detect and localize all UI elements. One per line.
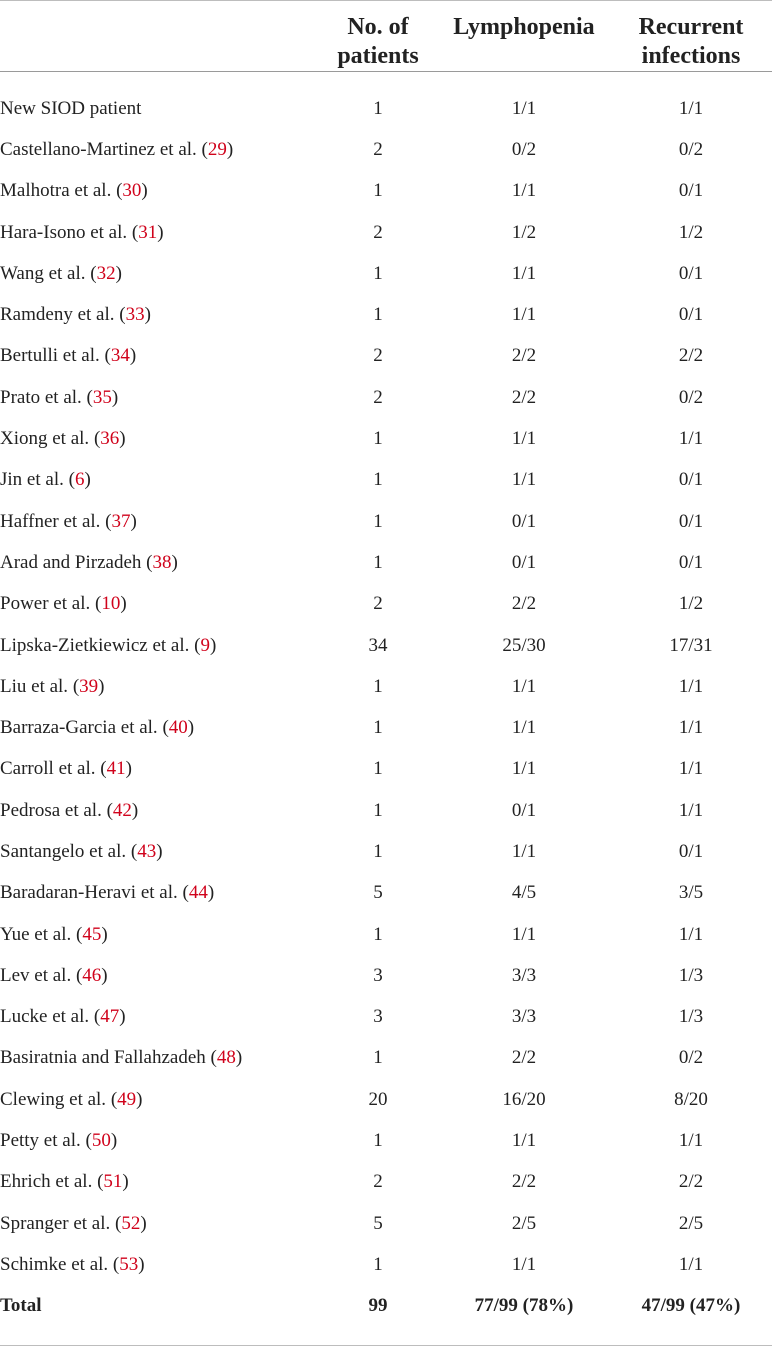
infections-cell: 0/2 xyxy=(678,1047,704,1069)
header-lymphopenia xyxy=(438,0,610,72)
study-cell: Hara-Isono et al. (31) xyxy=(0,221,164,243)
total-study-cell: Total xyxy=(0,1295,42,1317)
infections-cell: 1/3 xyxy=(678,1006,704,1028)
reference-link[interactable]: 35 xyxy=(92,386,112,408)
study-name: Clewing et al. xyxy=(0,1088,107,1110)
header-patients xyxy=(318,0,438,72)
study-name: Ehrich et al. xyxy=(0,1171,93,1193)
reference-link[interactable]: 42 xyxy=(112,799,132,821)
lymphopenia-cell: 2/2 xyxy=(511,593,537,615)
study-name: Arad and Pirzadeh xyxy=(0,551,142,573)
patients-cell: 1 xyxy=(373,304,383,326)
patients-cell: 1 xyxy=(373,1130,383,1152)
total-infections-cell: 47/99 (47%) xyxy=(641,1295,741,1317)
lymphopenia-cell: 4/5 xyxy=(511,882,537,904)
table-row xyxy=(0,171,772,212)
table-row xyxy=(0,88,772,129)
lymphopenia-cell: 1/1 xyxy=(511,923,537,945)
table-row xyxy=(0,997,772,1038)
infections-cell: 2/2 xyxy=(678,1171,704,1193)
table-row xyxy=(0,914,772,955)
study-cell: Ramdeny et al. (33) xyxy=(0,304,151,326)
patients-cell: 1 xyxy=(373,469,383,491)
study-cell: Lipska-Zietkiewicz et al. (9) xyxy=(0,634,217,656)
study-name: Lucke et al. xyxy=(0,1006,90,1028)
lymphopenia-cell: 16/20 xyxy=(502,1088,546,1110)
study-name: Ramdeny et al. xyxy=(0,304,115,326)
lymphopenia-cell: 1/1 xyxy=(511,97,537,119)
reference-link[interactable]: 10 xyxy=(101,593,121,615)
lymphopenia-cell: 0/1 xyxy=(511,510,537,532)
study-name: Basiratnia and Fallahzadeh xyxy=(0,1047,206,1069)
lymphopenia-cell: 1/1 xyxy=(511,1253,537,1275)
study-name: Barraza-Garcia et al. xyxy=(0,717,158,739)
reference-link[interactable]: 31 xyxy=(138,221,158,243)
table-row xyxy=(0,542,772,583)
header-infections xyxy=(610,0,772,72)
patients-cell: 1 xyxy=(373,551,383,573)
study-cell: Carroll et al. (41) xyxy=(0,758,132,780)
study-cell: Lev et al. (46) xyxy=(0,964,108,986)
header-patients-line2: patients xyxy=(337,43,419,69)
table-row xyxy=(0,955,772,996)
study-cell: Basiratnia and Fallahzadeh (48) xyxy=(0,1047,243,1069)
study-cell: Castellano-Martinez et al. (29) xyxy=(0,138,234,160)
study-cell: Malhotra et al. (30) xyxy=(0,180,148,202)
reference-link[interactable]: 48 xyxy=(216,1047,236,1069)
study-cell: Barraza-Garcia et al. (40) xyxy=(0,717,195,739)
reference-link[interactable]: 39 xyxy=(79,675,99,697)
reference-link[interactable]: 9 xyxy=(200,634,210,656)
lymphopenia-cell: 2/2 xyxy=(511,386,537,408)
patients-cell: 2 xyxy=(373,138,383,160)
table-row xyxy=(0,460,772,501)
patients-cell: 2 xyxy=(373,593,383,615)
lymphopenia-cell: 3/3 xyxy=(511,1006,537,1028)
reference-link[interactable]: 47 xyxy=(100,1006,120,1028)
study-name: Lev et al. xyxy=(0,964,72,986)
infections-cell: 1/1 xyxy=(678,1130,704,1152)
study-cell: Haffner et al. (37) xyxy=(0,510,137,532)
patients-cell: 1 xyxy=(373,1253,383,1275)
header-lymphopenia-line1: Lymphopenia xyxy=(453,14,595,40)
table-row xyxy=(0,749,772,790)
reference-link[interactable]: 44 xyxy=(188,882,208,904)
study-cell: Pedrosa et al. (42) xyxy=(0,799,139,821)
header-rule xyxy=(0,72,772,89)
study-cell: Bertulli et al. (34) xyxy=(0,345,137,367)
infections-cell: 8/20 xyxy=(674,1088,708,1110)
table-row xyxy=(0,625,772,666)
study-name: Castellano-Martinez et al. xyxy=(0,138,197,160)
lymphopenia-cell: 1/1 xyxy=(511,840,537,862)
infections-cell: 0/1 xyxy=(678,469,704,491)
lymphopenia-cell: 2/2 xyxy=(511,1047,537,1069)
total-row xyxy=(0,1286,772,1327)
study-cell: Prato et al. (35) xyxy=(0,386,119,408)
patients-cell: 1 xyxy=(373,923,383,945)
infections-cell: 1/2 xyxy=(678,593,704,615)
lymphopenia-cell: 1/1 xyxy=(511,469,537,491)
patients-cell: 5 xyxy=(373,1212,383,1234)
patients-cell: 2 xyxy=(373,1171,383,1193)
table-row xyxy=(0,1244,772,1285)
study-name: Prato et al. xyxy=(0,386,82,408)
study-name: Lipska-Zietkiewicz et al. xyxy=(0,634,190,656)
lymphopenia-cell: 1/1 xyxy=(511,180,537,202)
reference-link[interactable]: 53 xyxy=(119,1253,139,1275)
patients-cell: 1 xyxy=(373,675,383,697)
table-header xyxy=(0,0,772,88)
study-name: Bertulli et al. xyxy=(0,345,100,367)
reference-link[interactable]: 38 xyxy=(152,551,172,573)
patients-cell: 5 xyxy=(373,882,383,904)
reference-link[interactable]: 40 xyxy=(168,717,188,739)
table-row xyxy=(0,129,772,170)
lymphopenia-cell: 2/2 xyxy=(511,1171,537,1193)
study-cell: Wang et al. (32) xyxy=(0,262,122,284)
header-study xyxy=(0,0,318,72)
table-row xyxy=(0,336,772,377)
study-name: Xiong et al. xyxy=(0,428,90,450)
lymphopenia-cell: 1/1 xyxy=(511,758,537,780)
reference-link[interactable]: 50 xyxy=(91,1130,111,1152)
infections-cell: 1/1 xyxy=(678,675,704,697)
study-cell: Power et al. (10) xyxy=(0,593,127,615)
study-cell: Jin et al. (6) xyxy=(0,469,91,491)
study-name: Yue et al. xyxy=(0,923,72,945)
reference-link[interactable]: 51 xyxy=(103,1171,123,1193)
lymphopenia-cell: 1/1 xyxy=(511,262,537,284)
reference-link[interactable]: 33 xyxy=(125,304,145,326)
table-body xyxy=(0,88,772,1327)
lymphopenia-cell: 2/2 xyxy=(511,345,537,367)
header-infections-line1: Recurrent xyxy=(638,14,744,40)
table-row xyxy=(0,1120,772,1161)
lymphopenia-cell: 2/5 xyxy=(511,1212,537,1234)
patients-cell: 3 xyxy=(373,964,383,986)
table-bottom-rule xyxy=(0,1345,772,1346)
infections-cell: 0/1 xyxy=(678,304,704,326)
study-name: Power et al. xyxy=(0,593,91,615)
table-row xyxy=(0,666,772,707)
lymphopenia-cell: 1/1 xyxy=(511,428,537,450)
patients-cell: 34 xyxy=(368,634,388,656)
study-cell xyxy=(0,88,318,129)
lymphopenia-cell: 0/2 xyxy=(511,138,537,160)
study-cell: Arad and Pirzadeh (38) xyxy=(0,551,178,573)
infections-cell: 0/1 xyxy=(678,262,704,284)
study-name: Jin et al. xyxy=(0,469,64,491)
table-row xyxy=(0,1079,772,1120)
table-row xyxy=(0,707,772,748)
table-row xyxy=(0,294,772,335)
study-cell: Baradaran-Heravi et al. (44) xyxy=(0,882,215,904)
infections-cell: 0/1 xyxy=(678,840,704,862)
lymphopenia-cell: 0/1 xyxy=(511,551,537,573)
study-name: Liu et al. xyxy=(0,675,69,697)
lymphopenia-cell: 1/1 xyxy=(511,304,537,326)
study-name: Pedrosa et al. xyxy=(0,799,102,821)
reference-link[interactable]: 46 xyxy=(82,964,102,986)
header-infections-line2: infections xyxy=(641,43,741,69)
infections-cell: 1/1 xyxy=(678,758,704,780)
infections-cell: 17/31 xyxy=(669,634,713,656)
total-patients-cell: 99 xyxy=(368,1295,388,1317)
patients-cell: 3 xyxy=(373,1006,383,1028)
table-row xyxy=(0,1038,772,1079)
table-row xyxy=(0,418,772,459)
lymphopenia-cell: 0/1 xyxy=(511,799,537,821)
infections-cell: 0/2 xyxy=(678,386,704,408)
study-cell: Xiong et al. (36) xyxy=(0,428,126,450)
patients-cell: 1 xyxy=(373,510,383,532)
reference-link[interactable]: 43 xyxy=(137,840,157,862)
patients-cell: 1 xyxy=(373,799,383,821)
reference-link[interactable]: 52 xyxy=(121,1212,141,1234)
reference-link[interactable]: 32 xyxy=(96,262,116,284)
lymphopenia-cell: 25/30 xyxy=(502,634,546,656)
study-name: Hara-Isono et al. xyxy=(0,221,128,243)
reference-link[interactable]: 34 xyxy=(110,345,130,367)
study-name: Baradaran-Heravi et al. xyxy=(0,882,178,904)
reference-link[interactable]: 49 xyxy=(117,1088,137,1110)
lymphopenia-cell: 1/1 xyxy=(511,717,537,739)
header-patients-line1: No. of xyxy=(347,14,409,40)
infections-cell: 1/1 xyxy=(678,799,704,821)
infections-cell: 1/3 xyxy=(678,964,704,986)
study-cell: Yue et al. (45) xyxy=(0,923,108,945)
reference-link[interactable]: 41 xyxy=(106,758,126,780)
table-row xyxy=(0,1203,772,1244)
table-row xyxy=(0,1162,772,1203)
study-name: Schimke et al. xyxy=(0,1253,109,1275)
study-name: Malhotra et al. xyxy=(0,180,112,202)
table-row xyxy=(0,831,772,872)
patients-cell: 20 xyxy=(368,1088,388,1110)
lymphopenia-cell: 1/2 xyxy=(511,221,537,243)
reference-link[interactable]: 36 xyxy=(100,428,120,450)
infections-cell: 1/1 xyxy=(678,97,704,119)
study-name: Haffner et al. xyxy=(0,510,101,532)
study-cell: Spranger et al. (52) xyxy=(0,1212,147,1234)
table-row xyxy=(0,790,772,831)
patients-cell: 1 xyxy=(373,758,383,780)
infections-cell: 2/2 xyxy=(678,345,704,367)
infections-cell: 0/1 xyxy=(678,510,704,532)
patients-cell: 1 xyxy=(373,1047,383,1069)
study-name: Wang et al. xyxy=(0,262,86,284)
infections-cell: 1/1 xyxy=(678,923,704,945)
table-row xyxy=(0,212,772,253)
study-cell: Petty et al. (50) xyxy=(0,1130,118,1152)
patients-cell: 2 xyxy=(373,345,383,367)
table-row xyxy=(0,253,772,294)
patients-cell: 2 xyxy=(373,221,383,243)
infections-cell: 3/5 xyxy=(678,882,704,904)
total-lymphopenia-cell: 77/99 (78%) xyxy=(474,1295,574,1317)
table-row xyxy=(0,501,772,542)
study-name: New SIOD patient xyxy=(0,97,142,119)
infections-cell: 1/1 xyxy=(678,428,704,450)
patients-cell: 1 xyxy=(373,840,383,862)
infections-cell: 1/2 xyxy=(678,221,704,243)
lymphopenia-cell: 1/1 xyxy=(511,1130,537,1152)
table-row xyxy=(0,873,772,914)
lymphopenia-cell: 1/1 xyxy=(511,675,537,697)
study-name: Spranger et al. xyxy=(0,1212,111,1234)
patients-cell: 1 xyxy=(373,262,383,284)
reference-link[interactable]: 37 xyxy=(111,510,131,532)
infections-cell: 0/2 xyxy=(678,138,704,160)
lymphopenia-cell: 3/3 xyxy=(511,964,537,986)
reference-link[interactable]: 45 xyxy=(82,923,102,945)
patients-cell: 1 xyxy=(373,180,383,202)
study-cell: Ehrich et al. (51) xyxy=(0,1171,129,1193)
infections-cell: 0/1 xyxy=(678,551,704,573)
study-cell: Santangelo et al. (43) xyxy=(0,840,163,862)
reference-link[interactable]: 29 xyxy=(207,138,227,160)
infections-cell: 1/1 xyxy=(678,717,704,739)
study-cell: Liu et al. (39) xyxy=(0,675,105,697)
infections-cell: 2/5 xyxy=(678,1212,704,1234)
table-row xyxy=(0,584,772,625)
study-name: Santangelo et al. xyxy=(0,840,127,862)
patients-cell: 1 xyxy=(373,97,383,119)
reference-link[interactable]: 30 xyxy=(122,180,142,202)
study-cell: Clewing et al. (49) xyxy=(0,1088,143,1110)
patients-cell: 1 xyxy=(373,717,383,739)
patients-cell: 2 xyxy=(373,386,383,408)
patients-cell: 1 xyxy=(373,428,383,450)
study-name: Carroll et al. xyxy=(0,758,96,780)
study-cell: Lucke et al. (47) xyxy=(0,1006,126,1028)
study-cell: Schimke et al. (53) xyxy=(0,1253,145,1275)
reference-link[interactable]: 6 xyxy=(74,469,85,491)
table-row xyxy=(0,377,772,418)
study-name: Petty et al. xyxy=(0,1130,81,1152)
infections-cell: 0/1 xyxy=(678,180,704,202)
infections-cell: 1/1 xyxy=(678,1253,704,1275)
